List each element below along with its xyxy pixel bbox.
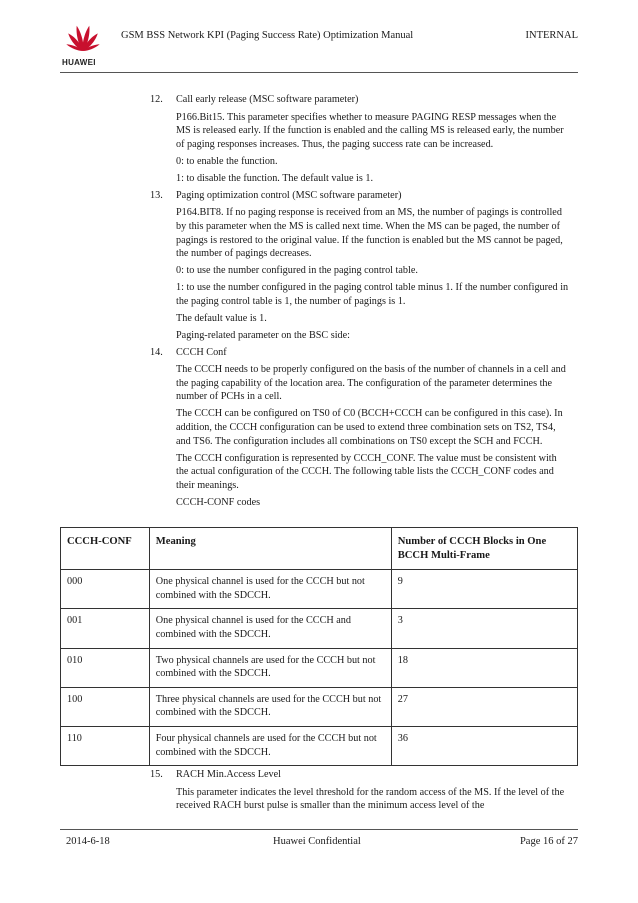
table-row — [61, 609, 578, 648]
paragraph: Paging-related parameter on the BSC side: — [176, 329, 350, 341]
item-number: 15. — [150, 769, 163, 780]
table-cell: Three physical channels are used for the CCCH but not combined with the SDCCH. — [149, 687, 391, 726]
footer-date: 2014-6-18 — [66, 836, 110, 847]
table-cell: 010 — [61, 648, 150, 687]
item-number: 14. — [150, 346, 163, 358]
table-cell: 36 — [391, 726, 577, 765]
table-row — [61, 648, 578, 687]
document-title: GSM BSS Network KPI (Paging Success Rate) Optimization Manual — [121, 30, 414, 41]
footer-divider — [60, 829, 578, 830]
header-divider — [60, 72, 578, 73]
paragraph: The CCCH can be configured on TS0 of C0 (BCCH+CCCH can be configured in this case). In addition, the CCCH configuration can be used to extend three combination sets on TS2, TS4, and TS6. The configuration includes all combinations on TS0 except the SCH and FCCH. — [176, 408, 563, 447]
table-cell: 100 — [61, 687, 150, 726]
table-cell: 001 — [61, 609, 150, 648]
table-cell: One physical channel is used for the CCCH and combined with the SDCCH. — [149, 609, 391, 648]
table-cell: 110 — [61, 726, 150, 765]
item-heading — [150, 346, 570, 360]
table-cell: Four physical channels are used for the CCCH but not combined with the SDCCH. — [149, 726, 391, 765]
item-heading — [150, 93, 570, 107]
paragraph: P166.Bit15. This parameter specifies whether to measure PAGING RESP messages when the MS is released early. If the function is enabled and the calling MS is released early, the number of paging responses increases. Thus, the paging success rate can be increased. — [176, 111, 564, 150]
table-cell: 18 — [391, 648, 577, 687]
item-title: RACH Min.Access Level — [176, 769, 281, 780]
paragraph: 0: to enable the function. — [176, 155, 278, 167]
item-title: CCCH Conf — [176, 346, 227, 358]
paragraph: P164.BIT8. If no paging response is received from an MS, the number of pagings is controlled by this parameter when the MS is called next time. When the MS can be paged, the number of pagings is restored to the original value. If the function is enabled but the MS cannot be paged, the number of pagings decreases. — [176, 207, 563, 260]
table-cell: 000 — [61, 570, 150, 609]
table-caption: CCCH-CONF codes — [176, 496, 261, 508]
list-item-13 — [150, 189, 570, 343]
paragraph: 0: to use the number configured in the paging control table. — [176, 265, 418, 277]
column-header: CCCH-CONF — [61, 528, 150, 570]
item-number: 13. — [150, 189, 163, 201]
list-item-15 — [150, 768, 570, 816]
table-row — [61, 726, 578, 765]
list-item-12 — [150, 93, 570, 185]
table-cell: 9 — [391, 570, 577, 609]
ccch-conf-table — [60, 527, 578, 766]
table-cell: 27 — [391, 687, 577, 726]
page-header — [60, 22, 578, 72]
item-title: Paging optimization control (MSC software parameter) — [176, 189, 402, 201]
logo-wordmark: HUAWEI — [62, 58, 96, 67]
table-header-row — [61, 528, 578, 570]
item-title: Call early release (MSC software parameter) — [176, 94, 359, 105]
footer-confidential: Huawei Confidential — [273, 836, 361, 847]
classification-label: INTERNAL — [525, 30, 578, 41]
item-number: 12. — [150, 94, 163, 105]
column-header: Meaning — [149, 528, 391, 570]
table-cell: Two physical channels are used for the CCCH but not combined with the SDCCH. — [149, 648, 391, 687]
item-heading — [150, 768, 570, 782]
table-row — [61, 570, 578, 609]
paragraph: 1: to use the number configured in the paging control table minus 1. If the number configured in the paging control table is 1, the number of pagings is 1. — [176, 282, 569, 307]
table-row — [61, 687, 578, 726]
document-body — [150, 93, 570, 509]
paragraph: The default value is 1. — [176, 312, 267, 324]
paragraph: 1: to disable the function. The default value is 1. — [176, 172, 374, 184]
table-cell: One physical channel is used for the CCCH but not combined with the SDCCH. — [149, 570, 391, 609]
paragraph: The CCCH needs to be properly configured on the basis of the number of channels in a cell and the paging capability of the location area. The configuration of the parameter determines the number of PCHs in a cell. — [176, 364, 566, 403]
paragraph: The CCCH configuration is represented by CCCH_CONF. The value must be consistent with the actual configuration of the CCCH. The following table lists the CCCH_CONF codes and their meanings. — [176, 452, 557, 491]
paragraph: This parameter indicates the level threshold for the random access of the MS. If the level of the received RACH burst pulse is smaller than the minimum access level of the — [176, 786, 565, 812]
item-heading — [150, 189, 570, 203]
column-header: Number of CCCH Blocks in One BCCH Multi-Frame — [391, 528, 577, 570]
footer-page-number: Page 16 of 27 — [519, 836, 578, 847]
table-cell: 3 — [391, 609, 577, 648]
list-item-14 — [150, 346, 570, 510]
